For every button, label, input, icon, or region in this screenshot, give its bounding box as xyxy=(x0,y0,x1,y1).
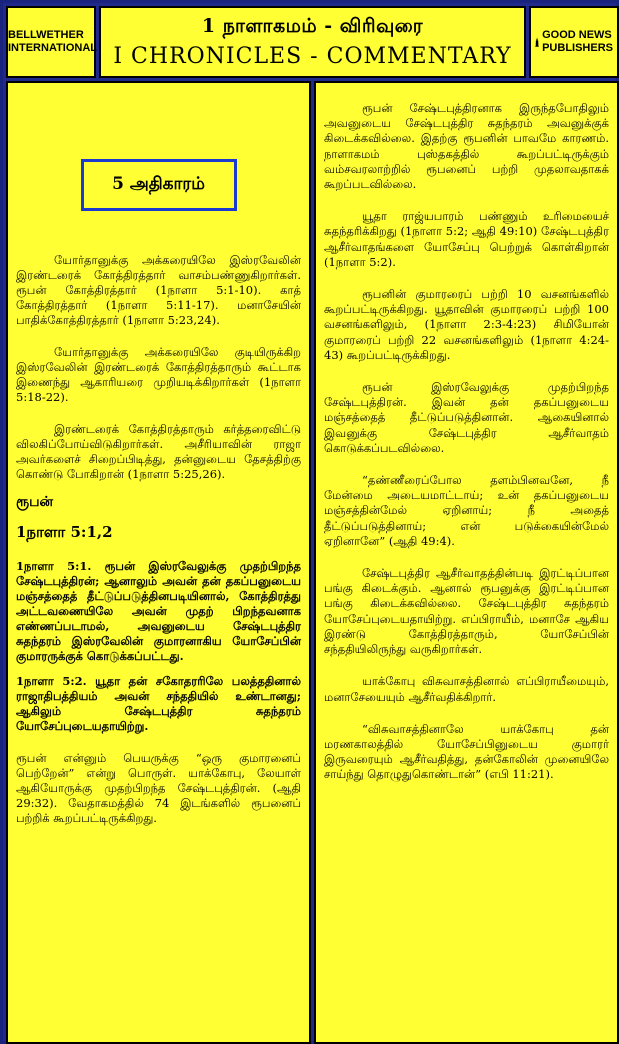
logo-line-2: PUBLISHERS xyxy=(542,42,613,54)
chapter-title: 5 அதிகாரம் xyxy=(81,159,237,211)
verse-reference-heading: 1நாளா 5:1,2 xyxy=(16,523,113,541)
paragraph: ரூபன் சேஷ்டபுத்திரனாக இருந்தபோதிலும் அவனுடைய சேஷ்டபுத்திர சுதந்தரம் அவனுக்குக் கிடைக்கவில்லை. இதற்கு ரூபனின் பாவமே காரணம். நாளாகமம் புஸ்தகத்தில் கூறப்பட்டிருக்கும் வம்சவரலாற்றில் ரூபனைப் பற்றி முதலாவதாகக் கூறப்படவில்லை. xyxy=(324,101,609,192)
logo-line-1: BELLWETHER xyxy=(8,29,84,41)
title-box xyxy=(99,6,526,78)
paragraph: யோர்தானுக்கு அக்கரையிலே குடியிருக்கிற இஸ்ரவேலின் இரண்டரைக் கோத்திரத்தாரும் கூட்டாக இணைந்து ஆகாரியரை முறியடிக்கிறார்கள் (1நாளா 5:18-22). xyxy=(16,345,301,404)
paragraph: யூதா ராஜ்யபாரம் பண்ணும் உரிமையைச் சுதந்தரிக்கிறது (1நாளா 5:2; ஆதி 49:10) சேஷ்டபுத்திர ஆசீர்வாதங்களை யோசேப்பு பெற்றுக் கொள்கிறான் (1நாளா 5:2). xyxy=(324,209,609,269)
good-news-logo xyxy=(529,6,619,78)
verse-text: 1நாளா 5:1. ரூபன் இஸ்ரவேலுக்கு முதற்பிறந்த சேஷ்டபுத்திரன்; ஆனாலும் அவன் தன் தகப்பனுடைய மஞ்சத்தைத் தீட்டுப்படுத்தினபடியினால், கோத்திரத்து அட்டவணையிலே அவன் முதற் பிறந்தவனாக எண்ணப்படாமல், அவனுடைய சேஷ்டபுத்திர சுதந்தரம் இஸ்ரவேலின் குமாரனாகிய யோசேப்பின் குமாரருக்குக் கொடுக்கப்பட்டது. xyxy=(16,559,301,663)
paragraph: இரண்டரைக் கோத்திரத்தாரும் கர்த்தரைவிட்டு விலகிப்போய்விடுகிறார்கள். அசீரியாவின் ராஜா அவர்களைச் சிறைப்பிடித்து, தன்னுடைய தேசத்திற்கு கொண்டு போகிறான் (1நாளா 5:25,26). xyxy=(16,422,301,481)
right-column xyxy=(314,81,619,1044)
paragraph: ரூபனின் குமாரரைப் பற்றி 10 வசனங்களில் கூறப்பட்டிருக்கிறது. யூதாவின் குமாரரைப் பற்றி 100 வசனங்களிலும், (1நாளா 2:3-4:23) சிமியோன் குமாரரைப் பற்றி 22 வசனங்களிலும் (1நாளா 4:24-43) கூறப்பட்டிருக்கிறது. xyxy=(324,287,609,362)
quotation: “தண்ணீரைப்போல தளம்பினவனே, நீ மேன்மை அடையமாட்டாய்; உன் தகப்பனுடைய மஞ்சத்தின்மேல் ஏறினாய்; நீ அதைத் தீட்டுப்படுத்தினாய்; என் படுக்கையின்மேல் ஏறினானே” (ஆதி 49:4). xyxy=(324,473,609,548)
section-heading: ரூபன் xyxy=(16,494,54,510)
paragraph: யோர்தானுக்கு அக்கரையிலே இஸ்ரவேலின் இரண்டரைக் கோத்திரத்தார் வாசம்பண்ணுகிறார்கள். ரூபன் கோத்திரத்தார் (1நாளா 5:1-10). காத் கோத்திரத்தார் (1நாளா 5:11-17). மனாசேயின் பாதிக்கோத்திரத்தார் (1நாளா 5:23,24). xyxy=(16,253,301,327)
left-column xyxy=(6,81,311,1044)
paragraph: சேஷ்டபுத்திர ஆசீர்வாதத்தின்படி இரட்டிப்பான பங்கு கிடைக்கும். ஆனால் ரூபனுக்கு இரட்டிப்பான பங்கு கிடைக்கவில்லை. சேஷ்டபுத்திர சுதந்தரம் யோசேப்புடையதாயிற்று. எப்பிராயீம், மனாசே ஆகிய இரண்டு கோத்திரத்தாரும், யோசேப்பின் சந்ததியிலிருந்து வருகிறார்கள். xyxy=(324,566,609,657)
paragraph: யாக்கோபு விசுவாசத்தினால் எப்பிராயீமையும், மனாசேயையும் ஆசீர்வதிக்கிறார். xyxy=(324,674,609,704)
header xyxy=(6,6,619,78)
title-english: I CHRONICLES - COMMENTARY xyxy=(113,44,512,69)
book-tower-icon xyxy=(535,20,539,64)
paragraph: ரூபன் இஸ்ரவேலுக்கு முதற்பிறந்த சேஷ்டபுத்திரன். இவன் தன் தகப்பனுடைய மஞ்சத்தைத் தீட்டுப்படுத்தினான். ஆகையினால் இவனுக்கு சேஷ்டபுத்திர ஆசீர்வாதம் கொடுக்கப்படவில்லை. xyxy=(324,380,609,455)
logo-line-2: INTERNATIONAL xyxy=(8,42,98,54)
bellwether-logo xyxy=(6,6,96,78)
quotation: “விசுவாசத்தினாலே யாக்கோபு தன் மரணகாலத்தில் யோசேப்பினுடைய குமாரர் இருவரையும் ஆசீர்வதித்து, தன்கோலின் முனையிலே சாய்ந்து தொழுதுகொண்டான்” (எபி 11:21). xyxy=(324,721,609,782)
logo-line-1: GOOD NEWS xyxy=(542,29,612,41)
title-tamil: 1 நாளாகமம் - விரிவுரை xyxy=(201,15,424,37)
verse-text: 1நாளா 5:2. யூதா தன் சகோதரரிலே பலத்ததினால் ராஜாதிபத்தியம் அவன் சந்ததியில் உண்டானது; ஆகிலும் சேஷ்டபுத்திர சுதந்தரம் யோசேப்புடையதாயிற்று. xyxy=(16,674,301,733)
paragraph: ரூபன் என்னும் பெயருக்கு “ஒரு குமாரனைப் பெற்றேன்” என்று பொருள். யாக்கோபு, லேயாள் ஆகியோருக்கு முதற்பிறந்த சேஷ்டபுத்திரன். (ஆதி 29:32). வேதாகமத்தில் 74 இடங்களில் ரூபனைப் பற்றிக் கூறப்பட்டிருக்கிறது. xyxy=(16,751,301,825)
